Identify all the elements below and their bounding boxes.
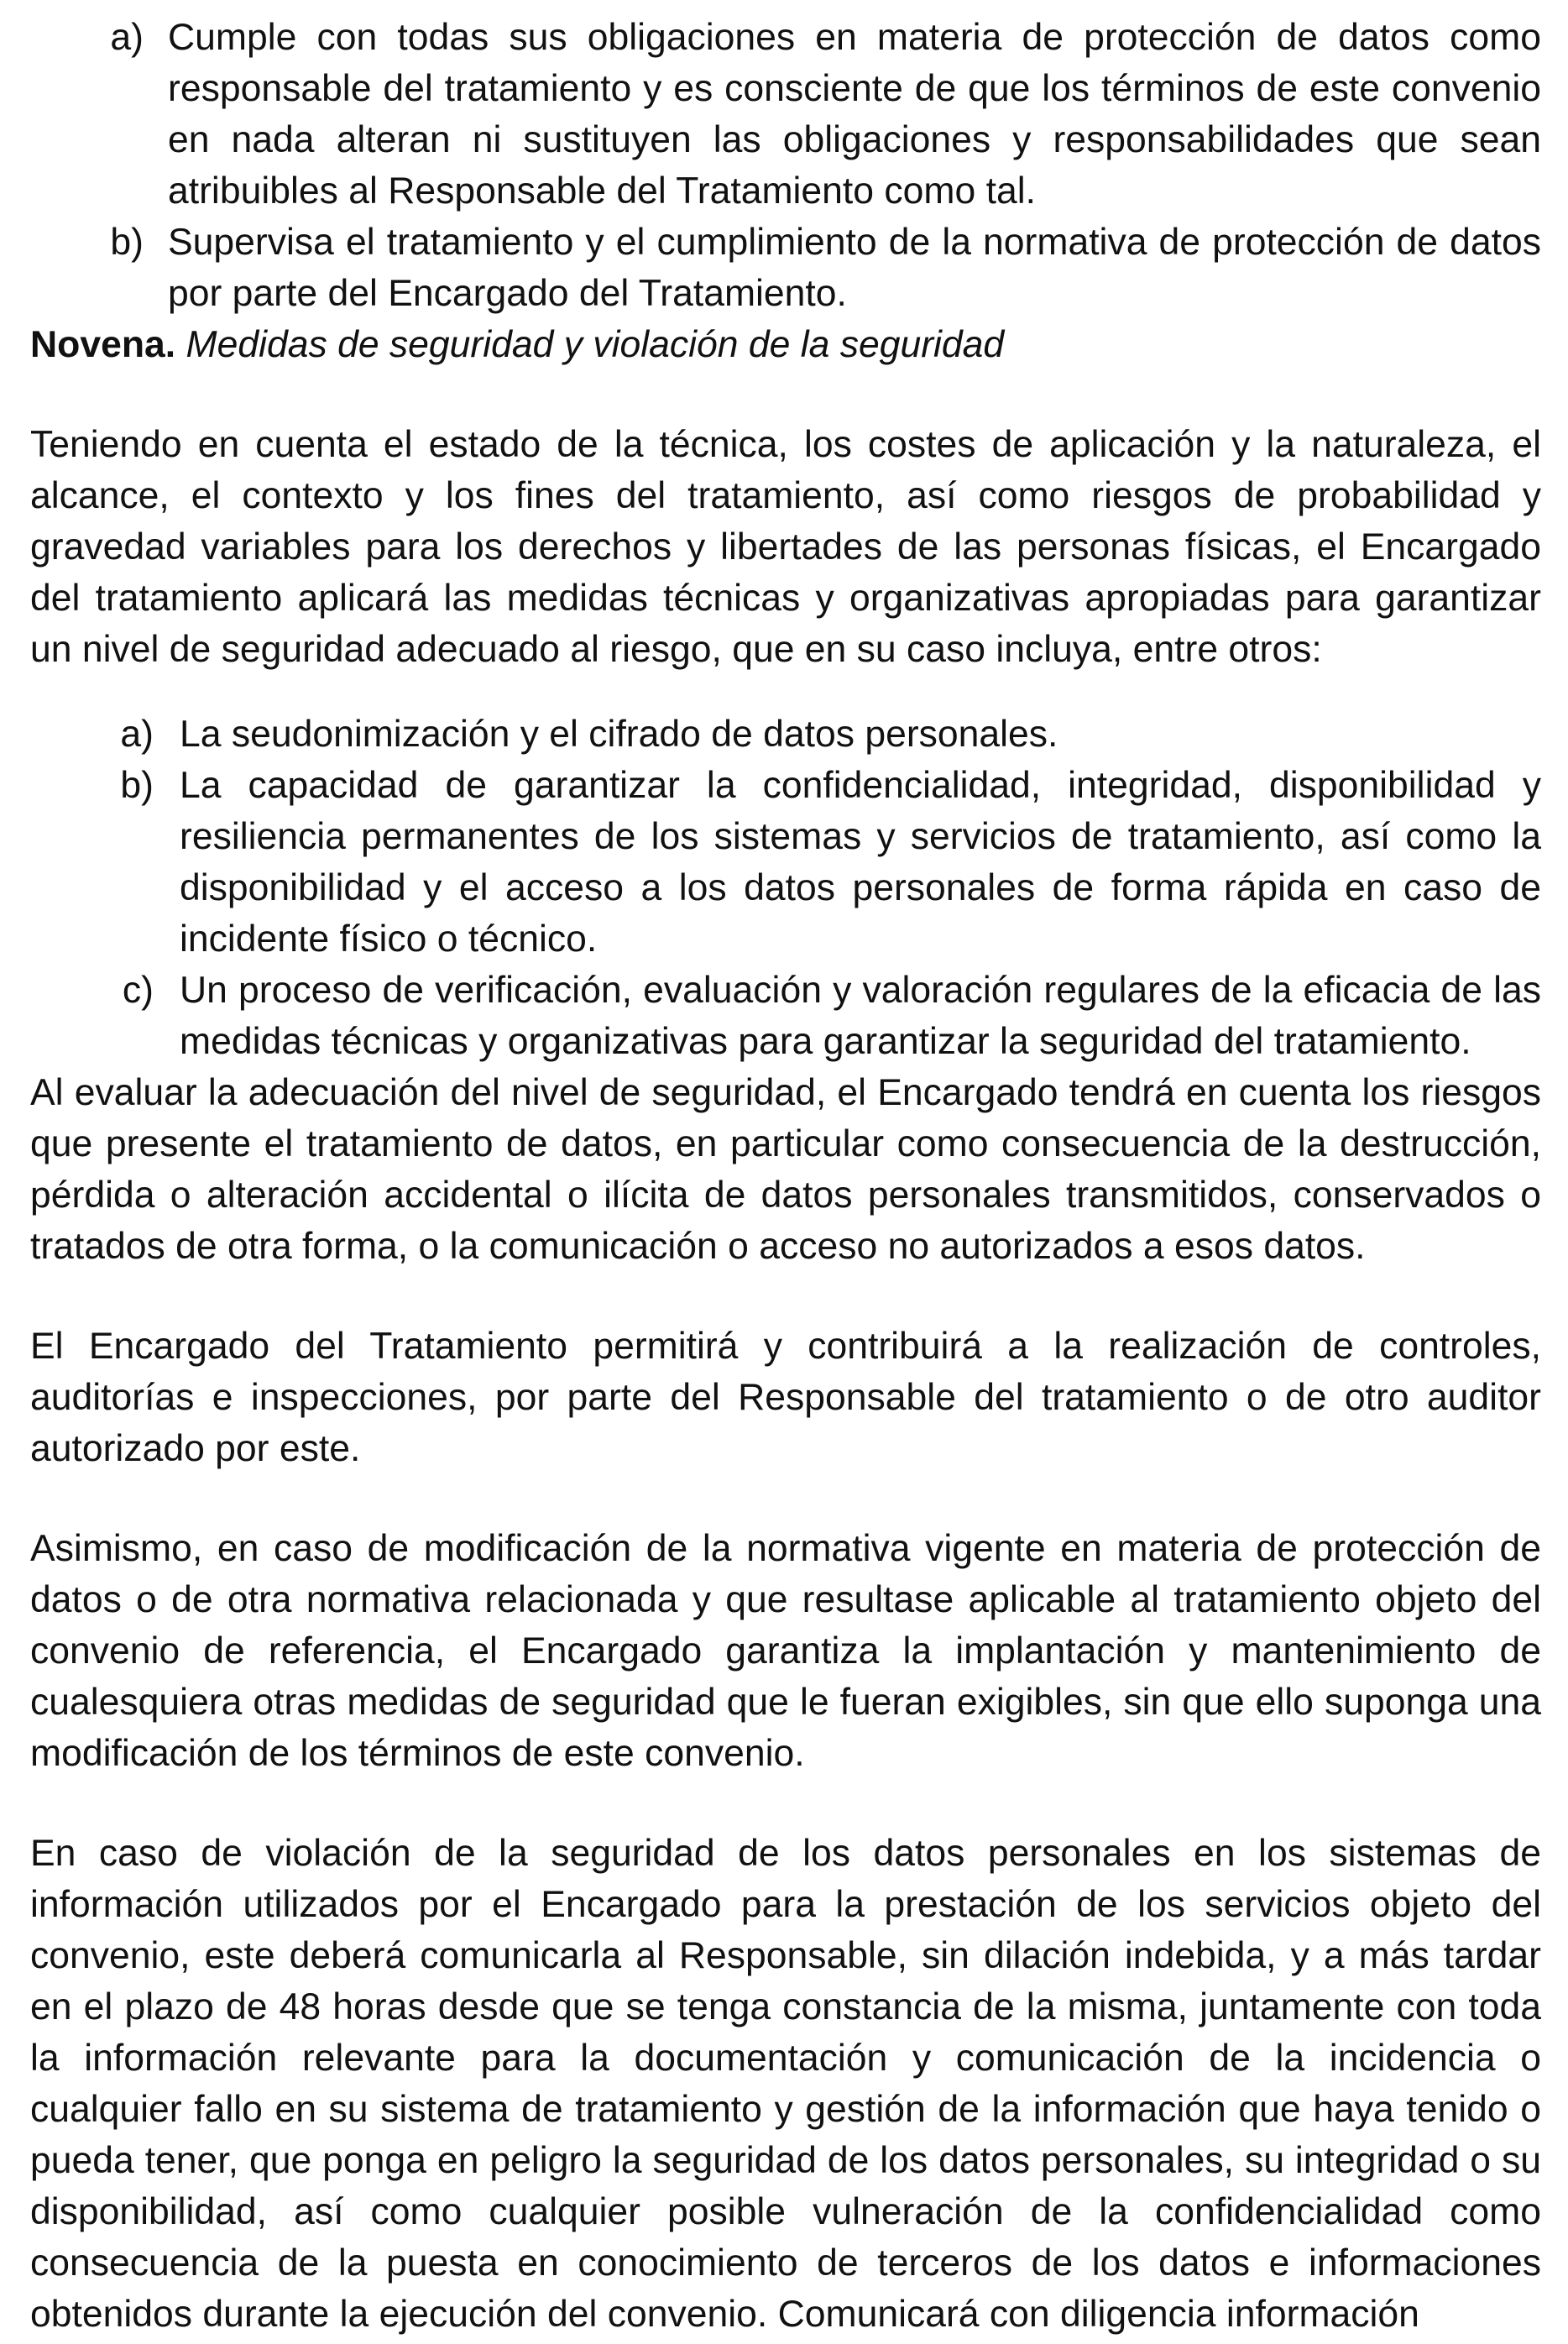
list-item-text: Cumple con todas sus obligaciones en materia de protección de datos como responsable del tratamiento y es consciente de que los términos de este convenio en nada alteran ni sustituyen las obligaciones y responsabilidades que sean atribuibles al Responsable del Tratamiento como tal. [168,17,1541,212]
medidas-list [93,709,1541,1067]
obligaciones-list [93,12,1541,319]
list-item [93,217,1541,319]
section-title: Medidas de seguridad y violación de la seguridad [186,324,1005,365]
list-item [93,12,1541,217]
list-item [93,965,1541,1067]
list-marker: a) [120,714,154,755]
list-item-text: Supervisa el tratamiento y el cumplimiento de la normativa de protección de datos por parte del Encargado del Tratamiento. [168,222,1541,314]
paragraph-violacion-seguridad: En caso de violación de la seguridad de los datos personales en los sistemas de información utilizados por el Encargado para la prestación de los servicios objeto del convenio, este deberá comunicarla al Responsable, sin dilación indebida, y a más tardar en el plazo de 48 horas desde que se tenga constancia de la misma, juntamente con toda la información relevante para la documentación y comunicación de la incidencia o cualquier fallo en su sistema de tratamiento y gestión de la información que haya tenido o pueda tener, que ponga en peligro la seguridad de los datos personales, su integridad o su disponibilidad, así como cualquier posible vulneración de la confidencialidad como consecuencia de la puesta en conocimiento de terceros de los datos e informaciones obtenidos durante la ejecución del convenio. Comunicará con diligencia información [30,1833,1541,2335]
list-item [93,709,1541,760]
list-item-text: La capacidad de garantizar la confidencialidad, integridad, disponibilidad y resiliencia permanentes de los sistemas y servicios de tratamiento, así como la disponibilidad y el acceso a los datos personales de forma rápida en caso de incidente físico o técnico. [180,765,1541,960]
paragraph-medidas-intro: Teniendo en cuenta el estado de la técnica, los costes de aplicación y la naturaleza, el alcance, el contexto y los fines del tratamiento, así como riesgos de probabilidad y gravedad variables para los derechos y libertades de las personas físicas, el Encargado del tratamiento aplicará las medidas técnicas y organizativas apropiadas para garantizar un nivel de seguridad adecuado al riesgo, que en su caso incluya, entre otros: [30,424,1541,670]
list-marker: b) [110,222,144,263]
paragraph-auditorias: El Encargado del Tratamiento permitirá y contribuirá a la realización de controles, auditorías e inspecciones, por parte del Responsable del tratamiento o de otro auditor autorizado por este. [30,1326,1541,1469]
section-number: Novena. [30,324,176,365]
list-marker: a) [110,17,144,58]
document-page [30,12,1541,2340]
section-heading [30,319,1541,370]
paragraph-modificacion-normativa: Asimismo, en caso de modificación de la normativa vigente en materia de protección de datos o de otra normativa relacionada y que resultase aplicable al tratamiento objeto del convenio de referencia, el Encargado garantiza la implantación y mantenimiento de cualesquiera otras medidas de seguridad que le fueran exigibles, sin que ello suponga una modificación de los términos de este convenio. [30,1528,1541,1774]
paragraph-evaluacion: Al evaluar la adecuación del nivel de seguridad, el Encargado tendrá en cuenta los riesgos que presente el tratamiento de datos, en particular como consecuencia de la destrucción, pérdida o alteración accidental o ilícita de datos personales transmitidos, conservados o tratados de otra forma, o la comunicación o acceso no autorizados a esos datos. [30,1072,1541,1267]
list-item [93,760,1541,965]
list-item-text: Un proceso de verificación, evaluación y valoración regulares de la eficacia de las medidas técnicas y organizativas para garantizar la seguridad del tratamiento. [180,970,1541,1062]
list-marker: c) [122,970,154,1011]
list-marker: b) [120,765,154,806]
list-item-text: La seudonimización y el cifrado de datos personales. [180,714,1058,755]
